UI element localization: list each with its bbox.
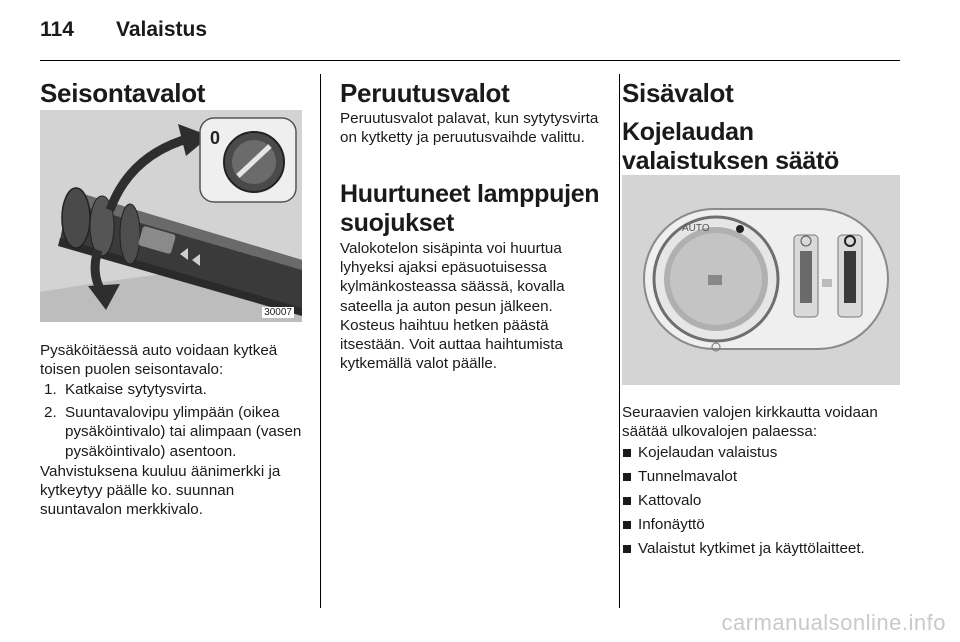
list-item: 2. Suuntavalovipu ylimpään (oikea pysäköintivalo) tai alimpaan (vasen pysäköintivalo) asentoon. (44, 404, 302, 460)
bullet-icon (623, 473, 631, 481)
list-item: Tunnelmavalot (622, 467, 900, 486)
bullet-icon (623, 449, 631, 457)
watermark: carmanualsonline.info (721, 610, 946, 635)
bullet-icon (623, 497, 631, 505)
list-item: Kojelaudan valaistus (622, 443, 900, 462)
switch-zero-label: 0 (210, 128, 221, 148)
image-code: 30007 (264, 307, 292, 318)
list-item: Infonäyttö (622, 515, 900, 534)
bullet-icon (623, 521, 631, 529)
parking-lights-outro: Vahvistuksena kuuluu äänimerkki ja kytkeytyy päälle ko. suunnan suuntavalon merkkivalo. (40, 463, 281, 519)
dimmable-lights-list (622, 443, 900, 563)
fogged-covers-text: Valokotelon sisäpinta voi huurtua lyhyeksi ajaksi epäsuotuisessa kylmänkosteassa säässä, kovalla sateella ja auton pesun jälkeen. Kosteus haihtuu hetken päästä itsestään. Voit auttaa haihtumista kytkemällä valot päälle. (340, 240, 565, 373)
parking-steps-list (40, 380, 310, 465)
reversing-lights-text: Peruutusvalot palavat, kun sytytysvirta on kytketty ja peruutusvaihde valittu. (340, 110, 599, 147)
list-item: Kattovalo (622, 491, 900, 510)
light-switch-illustration (622, 175, 900, 385)
column-divider-1 (320, 74, 321, 608)
column-divider-2 (619, 74, 620, 608)
list-item: 1. Katkaise sytytysvirta. (44, 381, 207, 398)
dimmer-intro: Seuraavien valojen kirkkautta voidaan säätää ulkovalojen palaessa: (622, 404, 878, 441)
parking-lights-heading: Seisontavalot (40, 78, 206, 108)
list-item: Valaistut kytkimet ja käyttölaitteet. (622, 539, 900, 558)
bullet-icon (623, 545, 631, 553)
reversing-lights-heading: Peruutusvalot (340, 78, 510, 108)
section-title: Valaistus (116, 18, 208, 41)
stalk-drawing (40, 110, 302, 322)
header-rule (40, 60, 900, 61)
dimmer-heading: Kojelaudan valaistuksen säätö (622, 118, 839, 175)
parking-lights-intro: Pysäköitäessä auto voidaan kytkeä toisen puolen seisontavalo: (40, 342, 278, 379)
indicator-stalk-illustration (40, 110, 302, 322)
light-switch-drawing (622, 175, 900, 385)
interior-lights-heading: Sisävalot (622, 78, 734, 108)
fogged-covers-heading: Huurtuneet lamppujen suojukset (340, 180, 600, 237)
auto-label: AUTO (682, 223, 710, 234)
page-number: 114 (40, 18, 74, 41)
